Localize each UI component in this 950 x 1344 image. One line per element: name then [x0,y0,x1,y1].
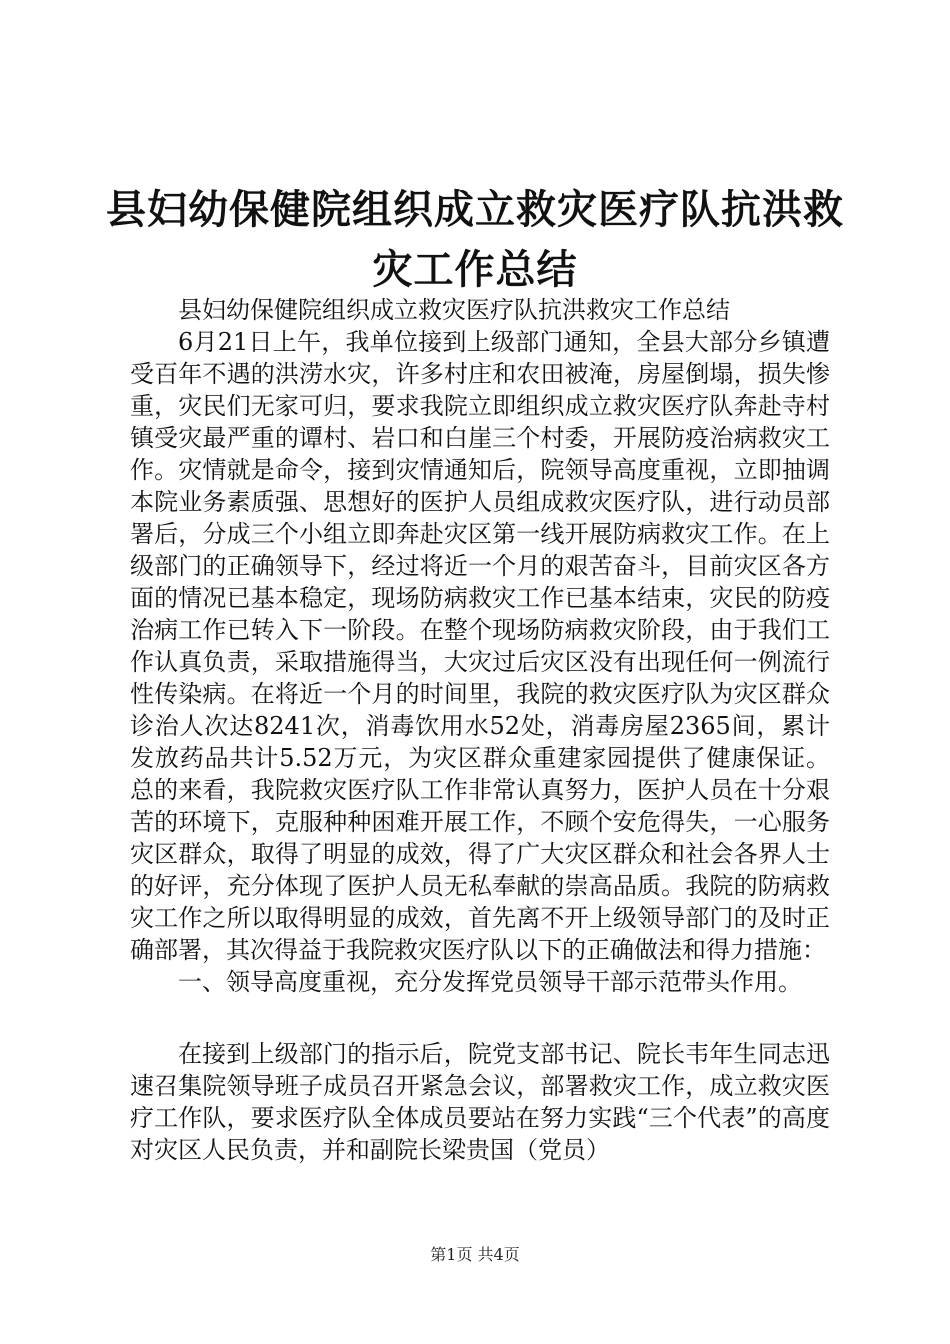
page-number: 第1页 共4页 [430,1245,520,1264]
subtitle-paragraph: 县妇幼保健院组织成立救灾医疗队抗洪救灾工作总结 [178,296,730,324]
body-paragraph: 6月21日上午，我单位接到上级部门通知，全县大部分乡镇遭受百年不遇的洪涝水灾，许多村庄和农田被淹，房屋倒塌，损失惨重，灾民们无家可归，要求我院立即组织成立救灾医疗队奔赴寺村镇受灾最严重的谭村、岩口和白崖三个村委，开展防疫治病救灾工作。灾情就是命令，接到灾情通知后，院领导高度重视，立即抽调本院业务素质强、思想好的医护人员组成救灾医疗队，进行动员部署后，分成三个小组立即奔赴灾区第一线开展防病救灾工作。在上级部门的正确领导下，经过将近一个月的艰苦奋斗，目前灾区各方面的情况已基本稳定，现场防病救灾工作已基本结束，灾民的防疫治病工作已转入下一阶段。在整个现场防病救灾阶段，由于我们工作认真负责，采取措施得当，大灾过后灾区没有出现任何一例流行性传染病。在将近一个月的时间里，我院的救灾医疗队为灾区群众诊治人次达8241次，消毒饮用水52处，消毒房屋2365间，累计发放药品共计5.52万元，为灾区群众重建家园提供了健康保证。总的来看，我院救灾医疗队工作非常认真努力，医护人员在十分艰苦的环境下，克服种种困难开展工作，不顾个安危得失，一心服务灾区群众，取得了明显的成效，得了广大灾区群众和社会各界人士的好评，充分体现了医护人员无私奉献的崇高品质。我院的防病救灾工作之所以取得明显的成效，首先离不开上级领导部门的及时正确部署，其次得益于我院救灾医疗队以下的正确做法和得力措施： [130,328,830,964]
section-heading: 一、领导高度重视，充分发挥党员领导干部示范带头作用。 [178,968,802,996]
document-body [130,294,830,1166]
document-title: 县妇幼保健院组织成立救灾医疗队抗洪救灾工作总结 [106,186,844,293]
body-paragraph: 在接到上级部门的指示后，院党支部书记、院长韦年生同志迅速召集院领导班子成员召开紧急会议，部署救灾工作，成立救灾医疗工作队，要求医疗队全体成员要站在努力实践“三个代表”的高度对灾区人民负责，并和副院长梁贵国（党员） [130,1040,830,1164]
